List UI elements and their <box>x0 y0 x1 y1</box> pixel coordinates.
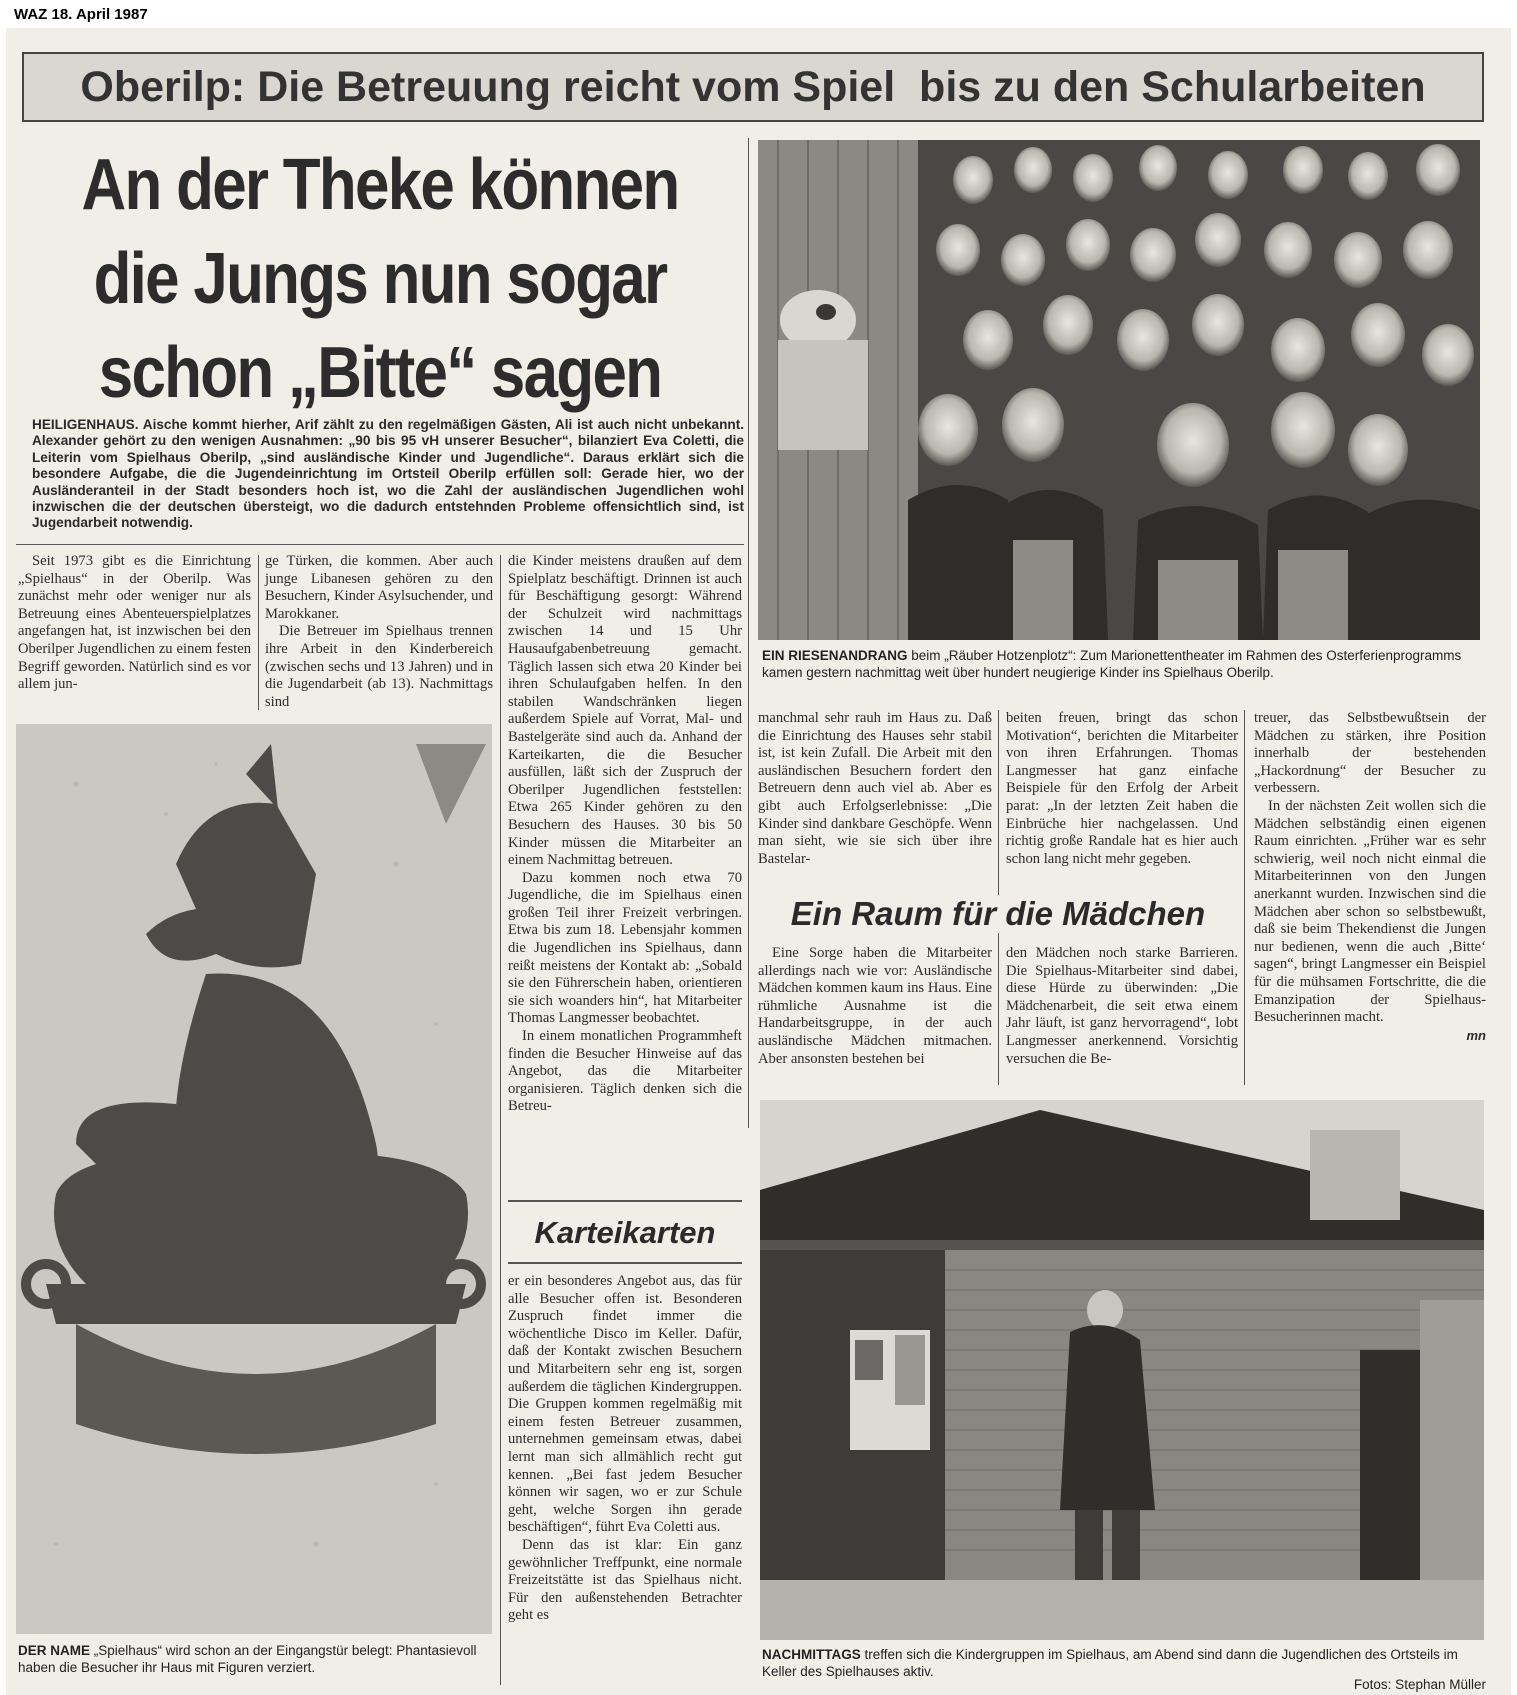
paragraph: Eine Sorge haben die Mitarbeiter allerdings nach wie vor: Ausländische Mädchen kommen kaum ins Haus. Eine rühmliche Ausnahme ist die Handarbeitsgruppe, in der auch ausländische Mädchen mitmachen. Aber ansonsten bestehen bei <box>758 945 992 1067</box>
raum-subhead: Ein Raum für die Mädchen <box>758 895 1238 933</box>
column-rule <box>748 138 749 1128</box>
headline <box>79 138 681 420</box>
article-column-1 <box>18 553 251 694</box>
paragraph: Denn das ist klar: Ein ganz gewöhnlicher Treffpunkt, eine normale Freizeitstätte ist das Spielhaus nicht. Für den außenstehenden Betrachter geht es <box>508 1536 742 1624</box>
paragraph: Die Betreuer im Spielhaus trennen ihre Arbeit in den Kinderbereich (zwischen sechs und 13 Jahren) und in die Jugendarbeit (ab 13). Nachmittags sind <box>265 623 493 710</box>
article-column-3-cont <box>508 1273 742 1625</box>
children-photo-caption <box>762 647 1478 681</box>
article-column-5-cont <box>1006 945 1238 1068</box>
signature-text: mn <box>1466 1027 1486 1043</box>
karteikarten-subhead: Karteikarten <box>534 1215 716 1250</box>
house-caption-text: treffen sich die Kindergruppen im Spielhaus, am Abend sind dann die Jugendlichen des Ortsteils im Keller des Spielhauses aktiv. <box>762 1647 1458 1679</box>
spielhaus-image <box>760 1100 1484 1640</box>
children-photo <box>758 140 1480 640</box>
paragraph: Seit 1973 gibt es die Einrichtung „Spielhaus“ in der Oberilp. Was zunächst mehr oder weniger nur als Betreuung eines Abenteuerspielplatzes angefangen hat, ist inzwischen bei den Oberilper Jugendlichen zu einem festen Begriff geworden. Natürlich sind es vor allem jun- <box>18 553 251 693</box>
children-photo-image <box>758 140 1480 640</box>
source-line: WAZ 18. April 1987 <box>14 6 148 23</box>
paragraph: manchmal sehr rauh im Haus zu. Daß die Einrichtung des Hauses sehr stabil ist, ist kein Zufall. Die Arbeit mit den ausländischen Besuchern fordert den Betreuern denn auch viel ab. Aber es gibt auch Erfolgserlebnisse: „Die Kinder sind dankbare Geschöpfe. Wenn man sieht, wie sie sich über ihre Bastelar- <box>758 710 992 867</box>
headline-line-1: An der Theke können <box>81 145 679 225</box>
headline-line-3: schon „Bitte“ sagen <box>98 333 662 413</box>
article-column-3 <box>508 553 742 1116</box>
children-caption-lead: EIN RIESENANDRANG <box>762 648 908 663</box>
figure-caption-lead: DER NAME <box>18 1643 91 1658</box>
subhead-rule <box>508 1200 742 1202</box>
column-rule <box>1244 710 1245 1085</box>
paragraph: In einem monatlichen Programmheft finden die Besucher Hinweise auf das Angebot, das die Mitarbeiter organisieren. Täglich denken sich die Betreu- <box>508 1028 742 1115</box>
paragraph: treuer, das Selbstbewußtsein der Mädchen zu stärken, ihre Position innerhalb der bestehenden „Hackordnung“ der Besucher zu verbessern. <box>1254 710 1486 797</box>
article-column-2 <box>265 553 493 711</box>
column-rule <box>258 555 259 710</box>
door-figure-caption <box>18 1642 494 1676</box>
kicker-text: Oberilp: Die Betreuung reicht vom Spiel bis zu den Schularbeiten <box>80 62 1426 111</box>
children-caption-text: beim „Räuber Hotzenplotz“: Zum Marionettentheater im Rahmen des Osterferienprogramms kamen gestern nachmittag weit über hundert neugierige Kinder ins Spielhaus Oberilp. <box>762 648 1462 680</box>
section-rule <box>16 544 744 545</box>
author-signature <box>1254 1027 1486 1046</box>
paragraph: In der nächsten Zeit wollen sich die Mädchen selbständig einen eigenen Raum einrichten. „Früher war es sehr schwierig, weil noch nicht einmal die Mitarbeiterinnen von den Jungen anerkannt wurden. Inzwischen sind die Mädchen aber schon so selbstbewußt, daß sie beim Thekendienst die Jungen nur bedienen, wenn die auch ‚Bitte‘ sagen“, bringt Langmesser ein Beispiel für die mühsamen Fortschritte, die die Emanzipation der Spielhaus-Besucherinnen macht. <box>1254 797 1486 1026</box>
kicker-banner <box>22 52 1484 122</box>
paragraph: ge Türken, die kommen. Aber auch junge Libanesen gehören zu den Besuchern, Kinder Asylsuchender, und Marokkaner. <box>265 553 493 622</box>
photo-credit: Fotos: Stephan Müller <box>1353 1677 1486 1692</box>
paragraph: den Mädchen noch starke Barrieren. Die Spielhaus-Mitarbeiter sind dabei, diese Hürde zu überwinden: „Die Mädchenarbeit, die seit etwa einem Jahr läuft, ist ganz hervorragend“, lobt Langmesser anerkennend. Vorsichtig versuchen die Be- <box>1006 945 1238 1067</box>
article-column-4-cont <box>758 945 992 1068</box>
spielhaus-photo <box>760 1100 1484 1640</box>
lead-paragraph: HEILIGENHAUS. Aische kommt hierher, Arif zählt zu den regelmäßigen Gästen, Ali ist auch nicht unbekannt. Alexander gehört zu den wenigen Ausnahmen: „90 bis 95 vH unserer Besucher“, bilanziert Eva Coletti, die Leiterin vom Spielhaus Oberilp, „sind ausländische Kinder und Jugendliche“. Daraus erklärt sich die besondere Aufgabe, die die Jugendeinrichtung im Ortsteil Oberilp erfüllen soll: Gerade hier, wo der Ausländeranteil in der Stadt besonders hoch ist, wo die Zahl der ausländischen Jugendlichen wohl inzwischen die der deutschen übersteigt, wo die dadurch entstehnden Probleme offensichtlich sind, ist Jugendarbeit notwendig. <box>32 417 744 531</box>
article-column-5 <box>1006 710 1238 868</box>
door-figure-image <box>16 724 492 1634</box>
article-column-6 <box>1254 710 1486 1045</box>
column-rule <box>500 555 501 1685</box>
house-caption-lead: NACHMITTAGS <box>762 1647 861 1662</box>
paragraph: beiten freuen, bringt das schon Motivation“, berichten die Mitarbeiter von ihren Erfahrungen. Thomas Langmesser hat ganz einfache Beispiele für den Erfolg der Arbeit parat: „In der letzten Zeit haben die Einbrüche hier nachgelassen. Und richtig große Randale hat es hier auch schon lang nicht mehr gegeben. <box>1006 710 1238 867</box>
figure-caption-text: „Spielhaus“ wird schon an der Eingangstür belegt: Phantasievoll haben die Besucher ihr Haus mit Figuren verziert. <box>18 1643 477 1675</box>
paragraph: Dazu kommen noch etwa 70 Jugendliche, die im Spielhaus einen großen Teil ihrer Freizeit verbringen. Etwa bis zum 18. Lebensjahr kommen die Jugendlichen ins Spielhaus, dann reißt meistens der Kontakt ab: „Sobald sie den Führerschein haben, orientieren sie sich woanders hin“, hat Mitarbeiter Thomas Langmesser beobachtet. <box>508 869 742 1027</box>
paragraph: er ein besonderes Angebot aus, das für alle Besucher offen ist. Besonderen Zuspruch findet immer die wöchentliche Disco im Keller. Dafür, daß der Kontakt zwischen Besuchern und Mitarbeitern sehr eng ist, sorgen außerdem die täglichen Kindergruppen. Die Gruppen kommen regelmäßig mit einem festen Betreuer zusammen, unternehmen gemeinsam etwas, dabei lernt man sich allmählich recht gut kennen. „Bei fast jedem Besucher können wir sagen, wo er zur Schule geht, welche Sorgen ihn gerade beschäftigen“, führt Eva Coletti aus. <box>508 1273 742 1536</box>
door-figure-photo <box>16 724 492 1634</box>
article-column-4 <box>758 710 992 868</box>
headline-line-2: die Jungs nun sogar <box>93 239 667 319</box>
paragraph: die Kinder meistens draußen auf dem Spielplatz beschäftigt. Drinnen ist auch für Beschäftigung gesorgt: Während der Schulzeit wird nachmittags zwischen 14 und 15 Uhr Hausaufgabenbetreuung gemacht. Täglich lassen sich etwa 20 Kinder bei ihren Schulaufgaben helfen. In den stabilen Wandschränken liegen außerdem Spiele auf Vorrat, Mal- und Bastelgeräte sind auch da. Anhand der Karteikarten, die die Besucher ausfüllen, läßt sich der Zuspruch der Oberilper Jugendlichen feststellen: Etwa 265 Kinder gehören zu den Besuchern des Hauses. 30 bis 50 Kinder müssen die Mitarbeiter an einem Nachmittag betreuen. <box>508 553 742 869</box>
spielhaus-photo-caption <box>762 1646 1484 1680</box>
subhead-rule <box>508 1262 742 1264</box>
